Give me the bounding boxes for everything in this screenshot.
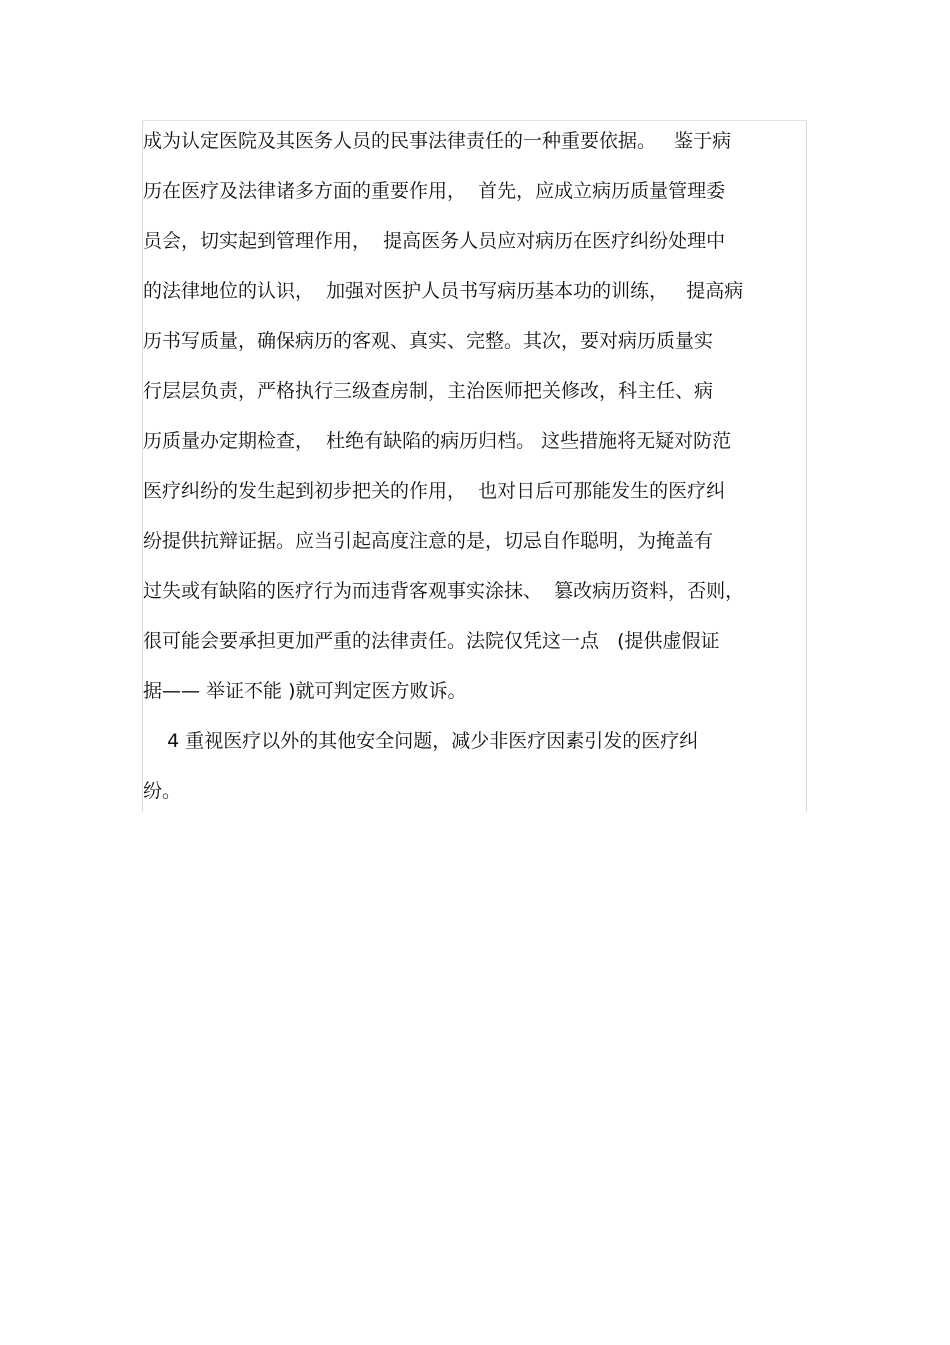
paragraph-line: 医疗纠纷的发生起到初步把关的作用， 也对日后可那能发生的医疗纠 — [143, 480, 726, 502]
paragraph-line: 纷。 — [143, 780, 182, 802]
text-frame-left-border — [142, 120, 143, 812]
paragraph-line: 员会，切实起到管理作用， 提高医务人员应对病历在医疗纠纷处理中 — [143, 230, 726, 252]
text-frame-top-border — [142, 120, 807, 121]
section-heading-line: 4 重视医疗以外的其他安全问题，减少非医疗因素引发的医疗纠 — [143, 730, 699, 752]
paragraph-line: 历书写质量，确保病历的客观、真实、完整。其次，要对病历质量实 — [143, 330, 714, 352]
paragraph-line: 据—— 举证不能 )就可判定医方败诉。 — [143, 680, 467, 702]
text-frame-right-border — [806, 120, 807, 812]
paragraph-line: 过失或有缺陷的医疗行为而违背客观事实涂抹、 篡改病历资料，否则， — [143, 580, 745, 602]
paragraph-line: 很可能会要承担更加严重的法律责任。法院仅凭这一点 (提供虚假证 — [143, 630, 720, 652]
paragraph-line: 历在医疗及法律诸多方面的重要作用， 首先，应成立病历质量管理委 — [143, 180, 726, 202]
paragraph-line: 行层层负责，严格执行三级查房制，主治医师把关修改，科主任、病 — [143, 380, 714, 402]
paragraph-line: 历质量办定期检查， 杜绝有缺陷的病历归档。 这些措施将无疑对防范 — [143, 430, 732, 452]
paragraph-line: 的法律地位的认识， 加强对医护人员书写病历基本功的训练， 提高病 — [143, 280, 744, 302]
paragraph-line: 纷提供抗辩证据。应当引起高度注意的是，切忌自作聪明，为掩盖有 — [143, 530, 714, 552]
paragraph-line: 成为认定医院及其医务人员的民事法律责任的一种重要依据。 鉴于病 — [143, 130, 732, 152]
